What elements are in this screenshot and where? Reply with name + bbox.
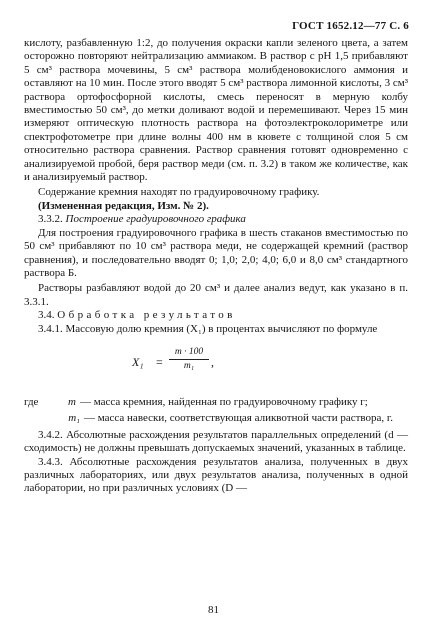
section-title: Обработка результатов — [57, 309, 236, 322]
formula-denominator: m₁ — [183, 360, 195, 371]
document-body — [24, 37, 408, 496]
paragraph-silicon-content: Содержание кремния находят по градуировочному графику. — [38, 186, 320, 199]
paragraph-formula-intro: 3.4.1. Массовую долю кремния (X₁) в процентах вычисляют по формуле — [38, 322, 378, 335]
formula — [24, 346, 408, 382]
section-number: 3.4. — [38, 309, 55, 322]
where-word: где — [24, 395, 39, 408]
section-number: 3.3.2. — [38, 213, 63, 226]
section-3-4-heading — [24, 309, 408, 322]
paragraph-dilution: Растворы разбавляют водой до 20 см³ и далее анализ ведут, как указано в п. 3.3.1. — [24, 282, 408, 308]
formula-equals: = — [156, 354, 163, 369]
definition-m1 — [24, 412, 408, 425]
definition-m — [24, 396, 408, 409]
paragraph-continuation: кислоту, разбавленную 1:2, до получения окраски капли зеленого цвета, а затем осторожно повторяют нейтрализацию аммиаком. В раствор с рН 1,5 прибавляют 5 см³ раствора мочевины, 5 см³ раствора молибденовокислого аммония и оставляют на 10 мин. После этого вводят 5 см³ раствора лимонной кислоты, 3 см³ раствора ортофосфорной кислоты, смесь переносят в мерную колбу вместимостью 50 см³, до метки доливают водой и перемешивают. Через 15 мин измеряют оптическую плотность раствора на фотоэлектроколориметре или спектрофотометре при длине волны 400 нм в кювете с толщиной слоя 5 см относительно раствора сравнения. Раствор сравнения готовят одновременно с анализируемой пробой, беря раствор меди (см. п. 3.2) в таком же количестве, как и анализируемый раствор. — [24, 37, 408, 184]
definition-term: m₁ — [68, 412, 80, 425]
paragraph-3-4-3: 3.4.3. Абсолютные расхождения результатов анализа, полученных в двух различных лабораториях, или двух результатов анализа, полученных в одной лаборатории, но при различных условиях (D — — [24, 455, 408, 495]
paragraph-calibration: Для построения градуировочного графика в шесть стаканов вместимостью по 50 см³ прибавляют по 10 см³ раствора меди, не содержащей кремний (раствор сравнения), и последовательно вводят 0; 1,0; 2,0; 4,0; 6,0 и 8,0 см³ стандартного раствора Б. — [24, 226, 408, 279]
fraction-bar — [169, 359, 209, 360]
formula-tail: , — [211, 354, 214, 369]
definition-text: — масса навески, соответствующая аликвотной части раствора, г. — [84, 412, 393, 425]
formula-lhs: X₁ — [132, 354, 144, 369]
section-title: Построение градуировочного графика — [65, 213, 246, 226]
page-header: ГОСТ 1652.12—77 С. 6 — [292, 20, 409, 32]
formula-numerator: m · 100 — [174, 346, 204, 357]
definition-text: — масса кремния, найденная по градуировочному графику г; — [80, 395, 368, 408]
section-3-3-2-heading — [24, 213, 408, 226]
page-number: 81 — [208, 604, 219, 616]
definition-term: m — [68, 395, 76, 408]
amendment-note: (Измененная редакция, Изм. № 2). — [38, 199, 209, 212]
paragraph-3-4-2: 3.4.2. Абсолютные расхождения результатов параллельных определений (d — сходимость) не должны превышать допускаемых значений, указанных в таблице. — [24, 428, 408, 455]
formula-fraction — [169, 347, 209, 372]
